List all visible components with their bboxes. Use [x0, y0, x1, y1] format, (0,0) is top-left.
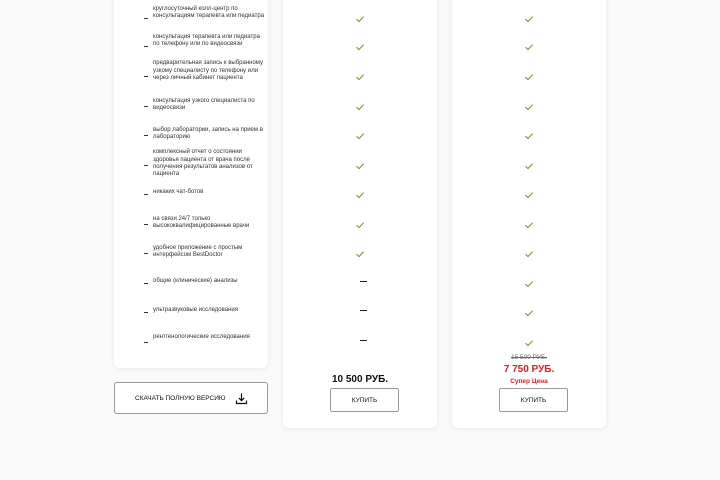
feature-bullet — [144, 312, 148, 313]
minus-icon — [283, 335, 437, 347]
download-button-label: СКАЧАТЬ ПОЛНУЮ ВЕРСИЮ — [135, 395, 226, 402]
check-icon — [283, 217, 437, 229]
check-icon — [452, 187, 606, 199]
check-icon — [283, 99, 437, 111]
feature-bullet — [144, 283, 148, 284]
plan-basic-card — [283, 0, 437, 428]
check-icon — [283, 39, 437, 51]
plan-premium-card — [452, 0, 606, 428]
feature-label: предварительная запись к выбранному узкому специалисту по телефону или через личный кабинет пациента — [153, 60, 263, 81]
feature-bullet — [144, 342, 148, 343]
feature-bullet — [144, 18, 148, 19]
check-icon — [283, 128, 437, 140]
check-icon — [452, 276, 606, 288]
minus-icon — [283, 305, 437, 317]
feature-label: консультация узкого специалиста по видеосвязи — [153, 97, 255, 111]
check-icon — [283, 69, 437, 81]
feature-bullet — [144, 194, 148, 195]
feature-bullet — [144, 46, 148, 47]
feature-label: комплексный отчет о состоянии здоровья пациента от врача после получения результатов анализов от пациента — [153, 149, 253, 178]
feature-label: на связи 24/7 только высококвалифицированные врачи — [153, 215, 250, 229]
check-icon — [452, 99, 606, 111]
download-full-version-button[interactable] — [114, 382, 268, 414]
feature-label: консультация терапевта или педиатра по телефону или по видеосвязи — [153, 34, 260, 48]
plan-premium-old-price: 15 500 РУБ. — [510, 354, 548, 361]
check-icon — [452, 11, 606, 23]
feature-label: рентгенологические исследования — [153, 333, 250, 340]
check-icon — [452, 246, 606, 258]
check-icon — [452, 335, 606, 347]
feature-label: общие (клинические) анализы — [153, 278, 238, 285]
feature-bullet — [144, 165, 148, 166]
plan-basic-price: 10 500 РУБ. — [331, 374, 389, 385]
check-icon — [283, 246, 437, 258]
check-icon — [452, 39, 606, 51]
check-icon — [283, 187, 437, 199]
plan-premium-buy-button[interactable]: КУПИТЬ — [499, 388, 568, 412]
feature-label: никаких чат-ботов — [153, 189, 204, 196]
download-icon — [235, 392, 248, 410]
check-icon — [283, 11, 437, 23]
check-icon — [452, 128, 606, 140]
feature-label: выбор лаборатории, запись на прием в лабораторию — [153, 126, 263, 140]
check-icon — [452, 158, 606, 170]
check-icon — [283, 158, 437, 170]
feature-bullet — [144, 135, 148, 136]
feature-bullet — [144, 224, 148, 225]
feature-label: удобное приложение с простым интерфейсом BestDoctor — [153, 244, 243, 258]
feature-bullet — [144, 76, 148, 77]
feature-label: круглосуточный колл-центр по консультациям терапевта или педиатра — [153, 6, 265, 20]
check-icon — [452, 69, 606, 81]
features-card — [114, 0, 268, 368]
plan-premium-price: 7 750 РУБ. — [503, 364, 555, 375]
check-icon — [452, 305, 606, 317]
feature-label: ультразвуковые исследования — [153, 307, 238, 314]
minus-icon — [283, 276, 437, 288]
check-icon — [452, 217, 606, 229]
plan-basic-buy-button[interactable]: КУПИТЬ — [330, 388, 399, 412]
feature-bullet — [144, 253, 148, 254]
plan-premium-promo-label: Супер Цена — [510, 378, 548, 385]
feature-bullet — [144, 106, 148, 107]
